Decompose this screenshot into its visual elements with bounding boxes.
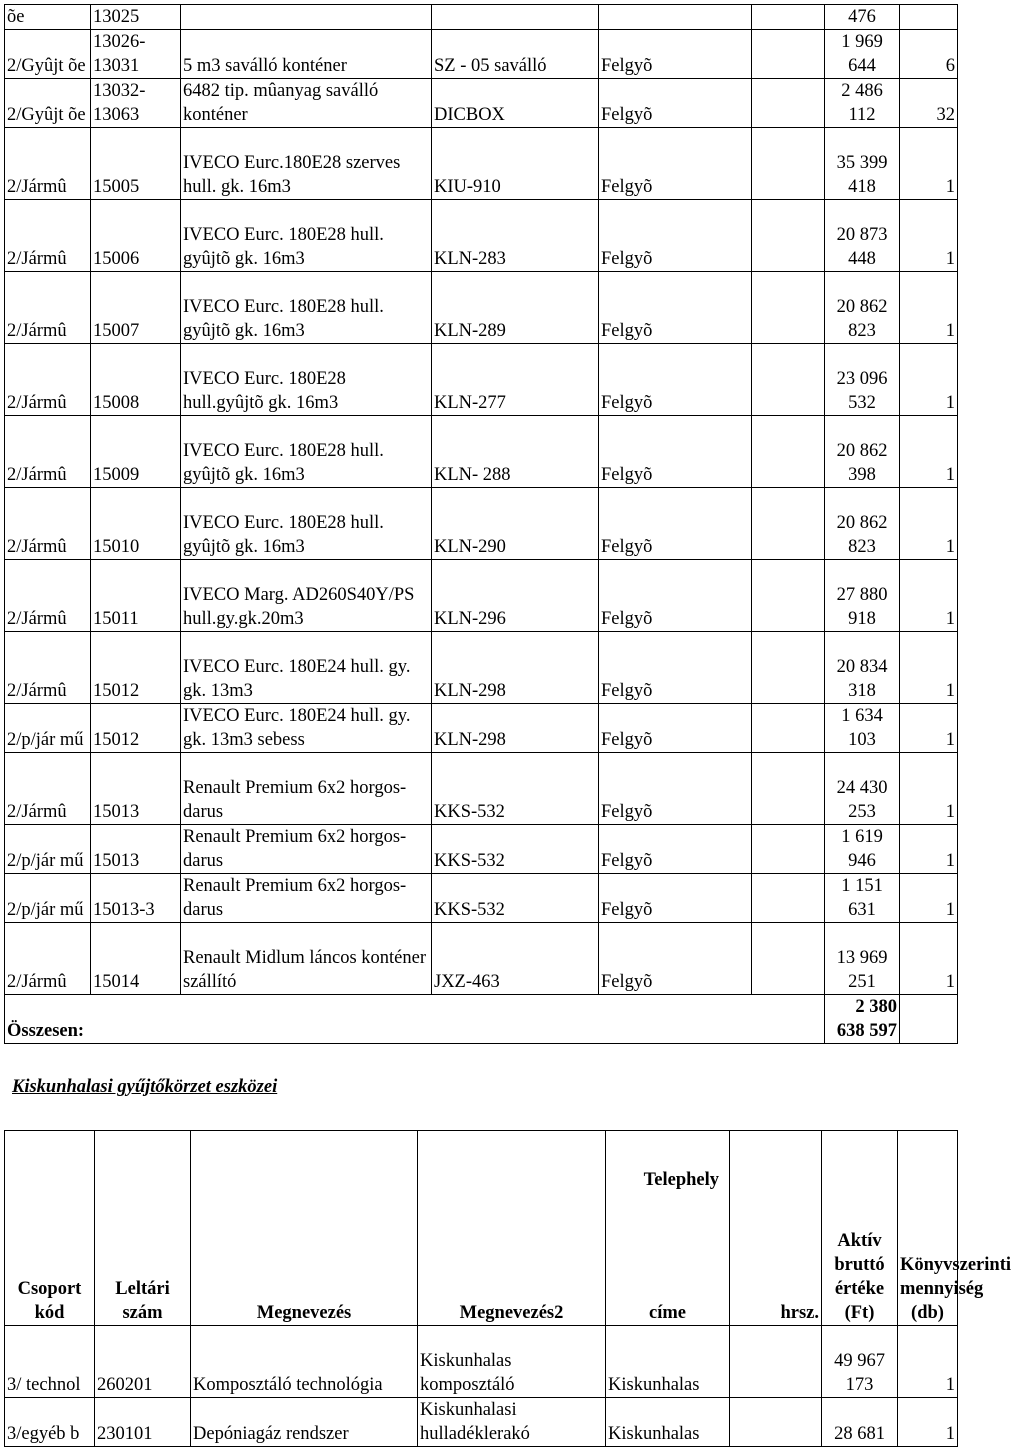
cell-hrsz bbox=[752, 753, 825, 825]
cell-name: Renault Midlum láncos konténer szállító bbox=[181, 923, 432, 995]
cell-name2: Kiskunhalas komposztáló bbox=[418, 1326, 606, 1398]
cell-name2: KLN-283 bbox=[432, 200, 599, 272]
cell-group: 2/Jármû bbox=[5, 560, 91, 632]
cell-hrsz bbox=[752, 128, 825, 200]
table-row bbox=[5, 923, 958, 995]
section-title: Kiskunhalasi gyűjtőkörzet eszközei bbox=[12, 1077, 278, 1097]
cell-name2: SZ - 05 saválló bbox=[432, 30, 599, 79]
cell-hrsz bbox=[752, 488, 825, 560]
cell-id: 15010 bbox=[91, 488, 181, 560]
cell-name2: KIU-910 bbox=[432, 128, 599, 200]
cell-qty: 1 bbox=[900, 416, 958, 488]
cell-qty: 1 bbox=[900, 632, 958, 704]
cell-hrsz bbox=[752, 79, 825, 128]
cell-id: 15013 bbox=[91, 825, 181, 874]
cell-site: Felgyõ bbox=[599, 560, 752, 632]
cell-name2: KLN-289 bbox=[432, 272, 599, 344]
cell-site: Felgyõ bbox=[599, 923, 752, 995]
cell-value: 20 862 823 bbox=[825, 272, 900, 344]
cell-group: 2/Jármû bbox=[5, 344, 91, 416]
cell-site bbox=[599, 5, 752, 30]
cell-value: 20 862 398 bbox=[825, 416, 900, 488]
header-qty: Könyvszerinti mennyiség (db) bbox=[898, 1131, 958, 1326]
table-row bbox=[5, 874, 958, 923]
table-row bbox=[5, 560, 958, 632]
cell-id: 15007 bbox=[91, 272, 181, 344]
cell-id: 15013-3 bbox=[91, 874, 181, 923]
table-row bbox=[5, 1398, 958, 1447]
cell-name: IVECO Marg. AD260S40Y/PS hull.gy.gk.20m3 bbox=[181, 560, 432, 632]
cell-id: 15006 bbox=[91, 200, 181, 272]
cell-site: Felgyõ bbox=[599, 200, 752, 272]
cell-group: 2/p/jár mű bbox=[5, 704, 91, 753]
cell-group: 2/Jármû bbox=[5, 272, 91, 344]
cell-group: 2/Jármû bbox=[5, 923, 91, 995]
cell-site: Kiskunhalas bbox=[606, 1326, 730, 1398]
cell-qty: 1 bbox=[900, 272, 958, 344]
cell-id: 13025 bbox=[91, 5, 181, 30]
cell-group: 2/Gyûjt õe bbox=[5, 79, 91, 128]
cell-site: Felgyõ bbox=[599, 632, 752, 704]
table-row bbox=[5, 416, 958, 488]
cell-hrsz bbox=[730, 1326, 822, 1398]
cell-qty: 1 bbox=[900, 128, 958, 200]
cell-value: 20 834 318 bbox=[825, 632, 900, 704]
cell-id: 15011 bbox=[91, 560, 181, 632]
cell-site: Felgyõ bbox=[599, 79, 752, 128]
cell-hrsz bbox=[752, 704, 825, 753]
cell-hrsz bbox=[752, 272, 825, 344]
cell-id: 15005 bbox=[91, 128, 181, 200]
total-label: Összesen: bbox=[5, 995, 825, 1044]
cell-value: 35 399 418 bbox=[825, 128, 900, 200]
cell-group: 2/Jármû bbox=[5, 488, 91, 560]
table-row bbox=[5, 632, 958, 704]
cell-qty: 1 bbox=[900, 923, 958, 995]
cell-value: 13 969 251 bbox=[825, 923, 900, 995]
cell-name2: Kiskunhalasi hulladéklerakó bbox=[418, 1398, 606, 1447]
cell-qty: 1 bbox=[900, 200, 958, 272]
cell-qty bbox=[900, 5, 958, 30]
cell-id: 15009 bbox=[91, 416, 181, 488]
cell-group: 2/p/jár mű bbox=[5, 874, 91, 923]
cell-name: Renault Premium 6x2 horgos- darus bbox=[181, 753, 432, 825]
cell-id: 13026-13031 bbox=[91, 30, 181, 79]
table-row bbox=[5, 128, 958, 200]
cell-hrsz bbox=[752, 632, 825, 704]
header-hrsz: hrsz. bbox=[730, 1131, 822, 1326]
cell-name2: DICBOX bbox=[432, 79, 599, 128]
table-row bbox=[5, 30, 958, 79]
cell-site: Felgyõ bbox=[599, 272, 752, 344]
cell-site: Felgyõ bbox=[599, 704, 752, 753]
cell-group: õe bbox=[5, 5, 91, 30]
cell-name2: KLN- 288 bbox=[432, 416, 599, 488]
cell-name2: JXZ-463 bbox=[432, 923, 599, 995]
cell-name: Komposztáló technológia bbox=[191, 1326, 418, 1398]
asset-table-kiskunhalas bbox=[4, 1130, 1011, 1447]
table-row bbox=[5, 5, 958, 30]
cell-name2 bbox=[432, 5, 599, 30]
cell-group: 3/ technol bbox=[5, 1326, 95, 1398]
header-name2: Megnevezés2 bbox=[418, 1131, 606, 1326]
cell-name: IVECO Eurc. 180E28 hull. gyûjtõ gk. 16m3 bbox=[181, 272, 432, 344]
cell-value: 1 634 103 bbox=[825, 704, 900, 753]
cell-id: 230101 bbox=[95, 1398, 191, 1447]
header-group: Csoport kód bbox=[5, 1131, 95, 1326]
cell-qty: 1 bbox=[900, 874, 958, 923]
cell-hrsz bbox=[752, 30, 825, 79]
cell-site: Felgyõ bbox=[599, 488, 752, 560]
cell-qty: 1 bbox=[900, 753, 958, 825]
table-row bbox=[5, 272, 958, 344]
header-name: Megnevezés bbox=[191, 1131, 418, 1326]
cell-value: 1 151 631 bbox=[825, 874, 900, 923]
cell-value: 20 862 823 bbox=[825, 488, 900, 560]
cell-group: 2/Jármû bbox=[5, 753, 91, 825]
asset-table-felgyo bbox=[4, 4, 958, 1044]
cell-name: IVECO Eurc. 180E24 hull. gy. gk. 13m3 bbox=[181, 632, 432, 704]
cell-hrsz bbox=[752, 200, 825, 272]
cell-name: IVECO Eurc. 180E28 hull. gyûjtõ gk. 16m3 bbox=[181, 200, 432, 272]
cell-name: IVECO Eurc. 180E28 hull. gyûjtõ gk. 16m3 bbox=[181, 488, 432, 560]
header-site-top: Telephely bbox=[643, 1170, 719, 1190]
table-row bbox=[5, 79, 958, 128]
cell-value: 24 430 253 bbox=[825, 753, 900, 825]
total-value: 2 380 638 597 bbox=[825, 995, 900, 1044]
cell-value: 23 096 532 bbox=[825, 344, 900, 416]
cell-id: 15012 bbox=[91, 704, 181, 753]
cell-name: IVECO Eurc.180E28 szerves hull. gk. 16m3 bbox=[181, 128, 432, 200]
cell-qty: 1 bbox=[898, 1326, 958, 1398]
cell-name2: KLN-296 bbox=[432, 560, 599, 632]
cell-hrsz bbox=[752, 5, 825, 30]
header-site bbox=[606, 1131, 730, 1326]
total-row bbox=[5, 995, 958, 1044]
cell-value: 49 967 173 bbox=[822, 1326, 898, 1398]
header-value: Aktív bruttó értéke (Ft) bbox=[822, 1131, 898, 1326]
cell-hrsz bbox=[752, 874, 825, 923]
cell-hrsz bbox=[730, 1398, 822, 1447]
cell-site: Felgyõ bbox=[599, 30, 752, 79]
cell-site: Kiskunhalas bbox=[606, 1398, 730, 1447]
cell-id: 15008 bbox=[91, 344, 181, 416]
cell-qty: 1 bbox=[900, 825, 958, 874]
table-row bbox=[5, 344, 958, 416]
cell-site: Felgyõ bbox=[599, 416, 752, 488]
cell-name: IVECO Eurc. 180E24 hull. gy. gk. 13m3 sebess bbox=[181, 704, 432, 753]
cell-name: Renault Premium 6x2 horgos- darus bbox=[181, 825, 432, 874]
cell-name bbox=[181, 5, 432, 30]
cell-value: 476 bbox=[825, 5, 900, 30]
cell-hrsz bbox=[752, 560, 825, 632]
cell-site: Felgyõ bbox=[599, 874, 752, 923]
header-site-address: címe bbox=[649, 1303, 686, 1323]
cell-name: 5 m3 saválló konténer bbox=[181, 30, 432, 79]
cell-id: 13032-13063 bbox=[91, 79, 181, 128]
cell-group: 2/Gyûjt õe bbox=[5, 30, 91, 79]
cell-name: Renault Premium 6x2 horgos- darus bbox=[181, 874, 432, 923]
cell-name: Depóniagáz rendszer bbox=[191, 1398, 418, 1447]
cell-id: 15014 bbox=[91, 923, 181, 995]
cell-value: 1 619 946 bbox=[825, 825, 900, 874]
table-row bbox=[5, 1326, 958, 1398]
cell-name2: KLN-277 bbox=[432, 344, 599, 416]
cell-qty: 1 bbox=[900, 704, 958, 753]
cell-qty: 6 bbox=[900, 30, 958, 79]
cell-value: 28 681 bbox=[822, 1398, 898, 1447]
cell-name2: KKS-532 bbox=[432, 825, 599, 874]
cell-hrsz bbox=[752, 825, 825, 874]
cell-group: 2/p/jár mű bbox=[5, 825, 91, 874]
cell-group: 2/Jármû bbox=[5, 632, 91, 704]
cell-name: IVECO Eurc. 180E28 hull. gyûjtõ gk. 16m3 bbox=[181, 416, 432, 488]
cell-value: 1 969 644 bbox=[825, 30, 900, 79]
cell-name: IVECO Eurc. 180E28 hull.gyûjtõ gk. 16m3 bbox=[181, 344, 432, 416]
total-empty bbox=[900, 995, 958, 1044]
cell-name2: KLN-290 bbox=[432, 488, 599, 560]
header-id: Leltári szám bbox=[95, 1131, 191, 1326]
cell-hrsz bbox=[752, 923, 825, 995]
cell-site: Felgyõ bbox=[599, 825, 752, 874]
cell-hrsz bbox=[752, 344, 825, 416]
table-row bbox=[5, 753, 958, 825]
table-row bbox=[5, 704, 958, 753]
cell-value: 20 873 448 bbox=[825, 200, 900, 272]
cell-group: 2/Jármû bbox=[5, 416, 91, 488]
cell-qty: 1 bbox=[898, 1398, 958, 1447]
cell-name2: KLN-298 bbox=[432, 632, 599, 704]
table-row bbox=[5, 825, 958, 874]
cell-name2: KKS-532 bbox=[432, 753, 599, 825]
cell-value: 27 880 918 bbox=[825, 560, 900, 632]
cell-value: 2 486 112 bbox=[825, 79, 900, 128]
table-row bbox=[5, 488, 958, 560]
cell-qty: 32 bbox=[900, 79, 958, 128]
cell-group: 2/Jármû bbox=[5, 200, 91, 272]
cell-id: 260201 bbox=[95, 1326, 191, 1398]
cell-site: Felgyõ bbox=[599, 753, 752, 825]
cell-name2: KLN-298 bbox=[432, 704, 599, 753]
cell-qty: 1 bbox=[900, 488, 958, 560]
cell-qty: 1 bbox=[900, 344, 958, 416]
cell-group: 3/egyéb b bbox=[5, 1398, 95, 1447]
cell-name2: KKS-532 bbox=[432, 874, 599, 923]
cell-site: Felgyõ bbox=[599, 128, 752, 200]
cell-name: 6482 tip. mûanyag saválló konténer bbox=[181, 79, 432, 128]
table-row bbox=[5, 200, 958, 272]
cell-id: 15012 bbox=[91, 632, 181, 704]
cell-qty: 1 bbox=[900, 560, 958, 632]
cell-group: 2/Jármû bbox=[5, 128, 91, 200]
cell-site: Felgyõ bbox=[599, 344, 752, 416]
cell-hrsz bbox=[752, 416, 825, 488]
cell-id: 15013 bbox=[91, 753, 181, 825]
